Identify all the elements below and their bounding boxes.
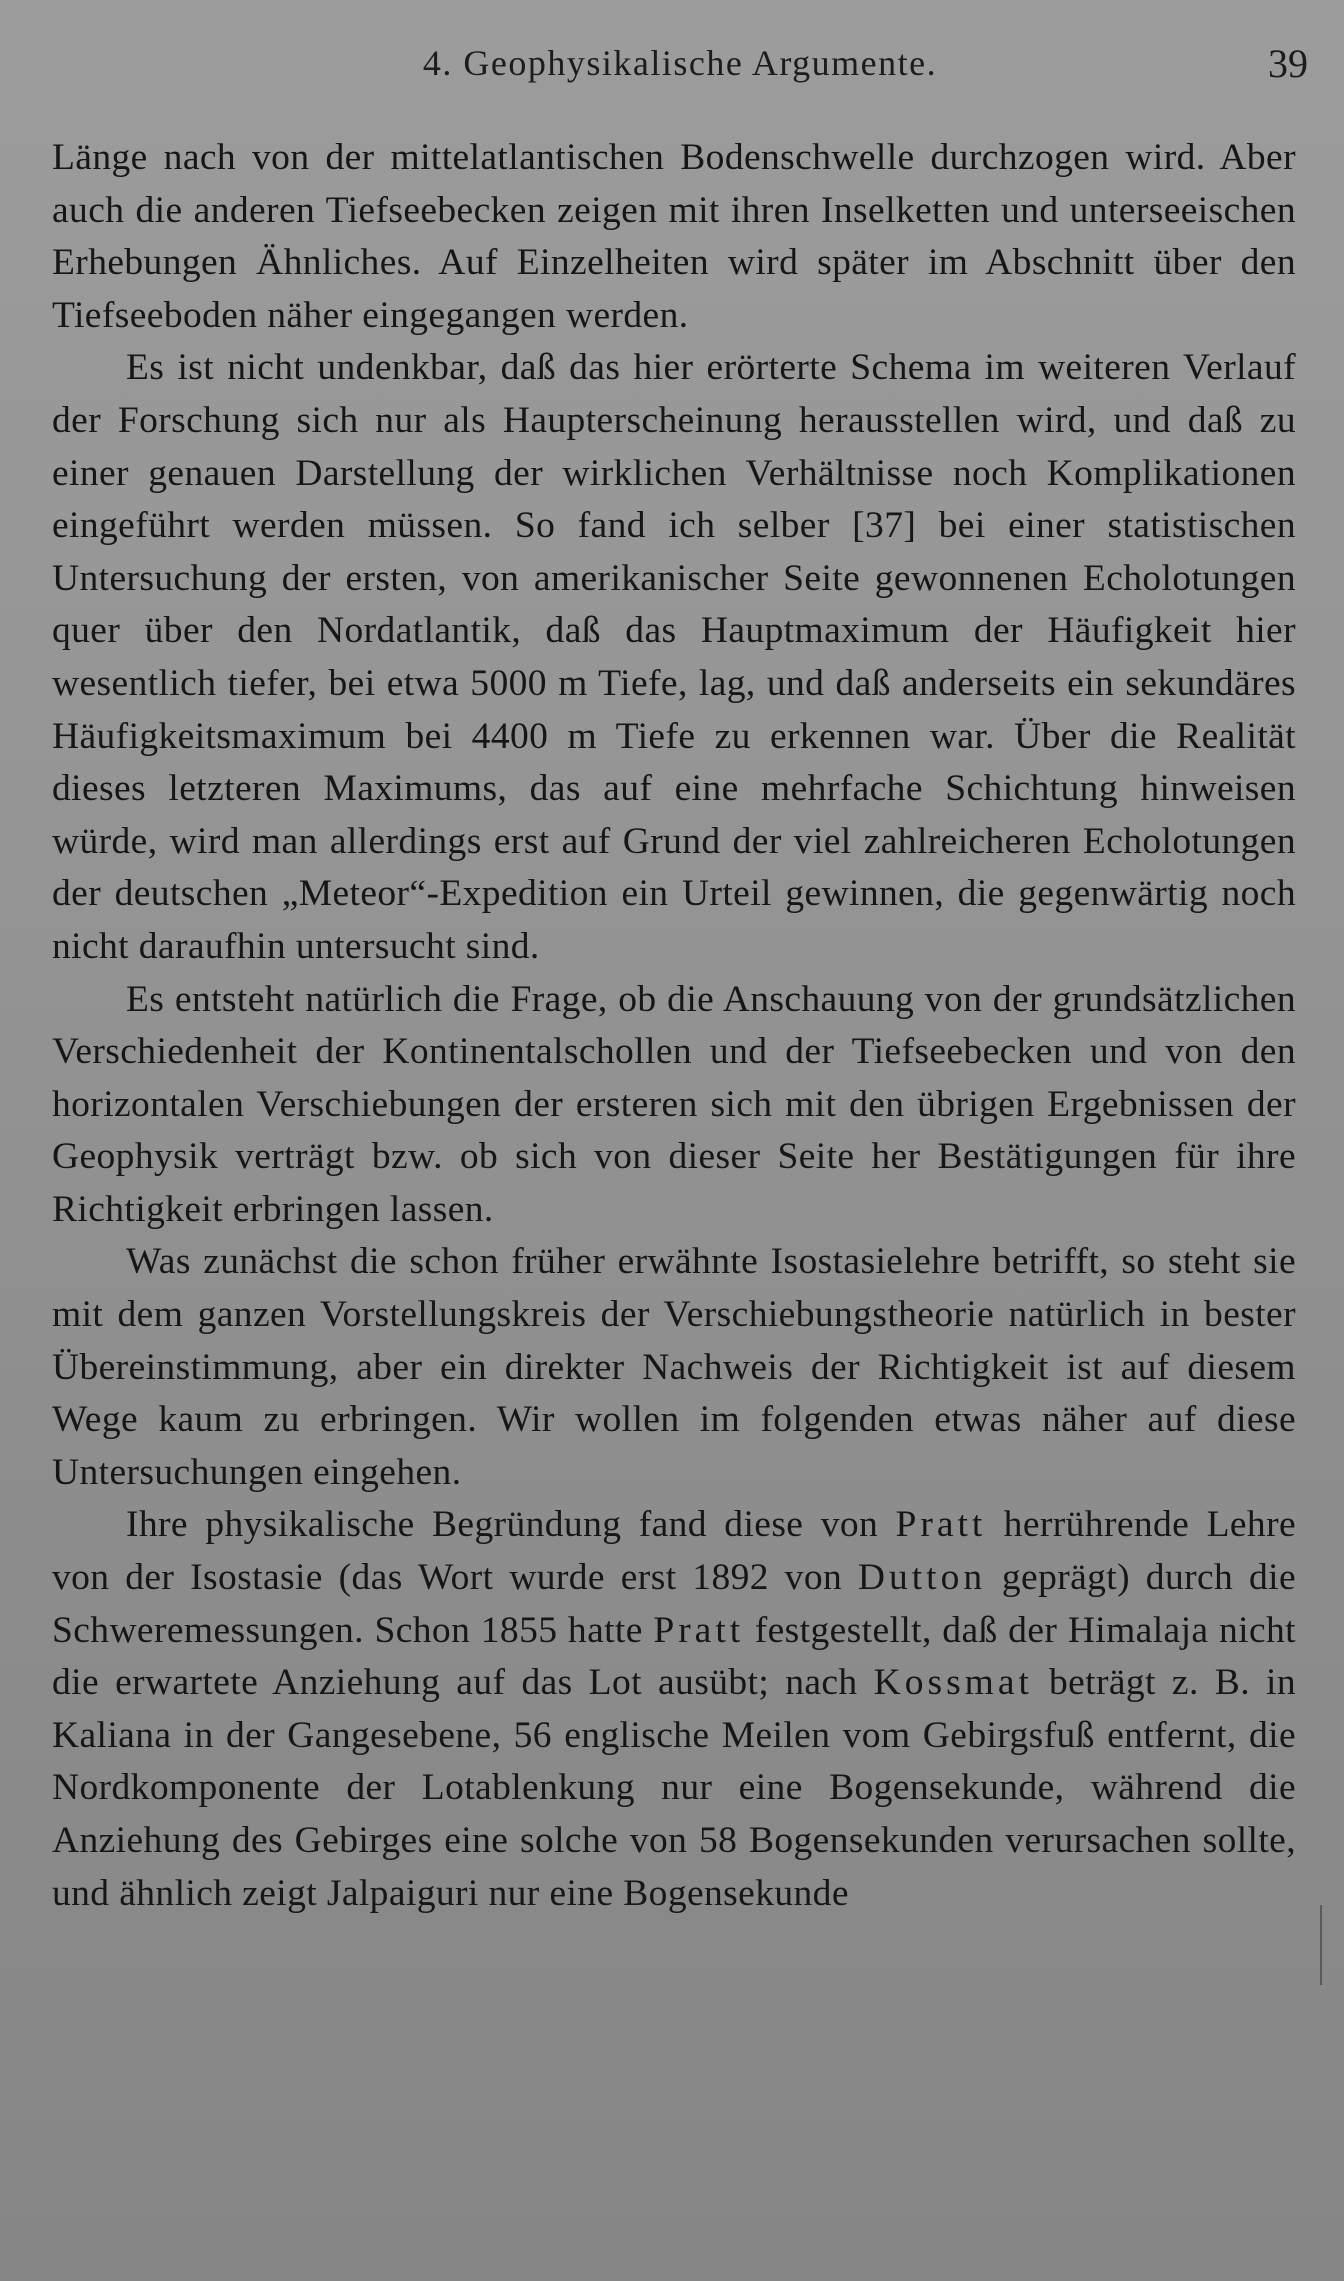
paragraph-5-text: festgestellt, daß der Himalaja nicht die erwartete Anziehung auf das Lot ausübt; nach (52, 1609, 1296, 1704)
paragraph-5-text: geprägt) durch die Schweremessungen. Schon 1855 hatte (52, 1557, 1296, 1651)
author-name-dutton: Dutton (857, 1557, 987, 1599)
paragraph-5 (52, 1499, 1296, 1920)
paragraph-4: Was zunächst die schon früher erwähnte Isostasielehre betrifft, so steht sie mit dem ganzen Vorstellungskreis der Verschiebungstheorie natürlich in bester Übereinstimmung, aber ein direkter Nachweis der Richtigkeit ist auf diesem Wege kaum zu erbringen. Wir wollen im folgenden etwas näher auf diese Untersuchungen eingehen. (52, 1241, 1296, 1493)
paragraph-2: Es ist nicht undenkbar, daß das hier erörterte Schema im weiteren Verlauf der Forschung sich nur als Haupterscheinung herausstellen wird, und daß zu einer genauen Darstellung der wirklichen Verhältnisse noch Komplikationen eingeführt werden müssen. So fand ich selber [37] bei einer statistischen Untersuchung der ersten, von amerikanischer Seite gewonnenen Echolotungen quer über den Nordatlantik, daß das Hauptmaximum der Häufigkeit hier wesentlich tiefer, bei etwa 5000 m Tiefe, lag, und daß anderseits ein sekundäres Häufigkeitsmaximum bei 4400 m Tiefe zu erkennen war. Über die Realität dieses letzteren Maximums, das auf eine mehrfache Schichtung hinweisen würde, wird man allerdings erst auf Grund der viel zahlreicheren Echolotungen der deutschen „Meteor“-Expedition ein Urteil gewinnen, die gegenwärtig noch nicht daraufhin untersucht sind. (52, 347, 1296, 967)
body-text (52, 132, 1296, 1920)
paragraph-5-text: beträgt z. B. in Kaliana in der Gangesebene, 56 englische Meilen vom Gebirgsfuß entfernt, die Nordkomponente der Lotablenkung nur eine Bogensekunde, während die Anziehung des Gebirges eine solche von 58 Bogensekunden verursachen sollte, und ähnlich zeigt Jalpaiguri nur eine Bogensekunde (52, 1662, 1296, 1914)
paragraph-3: Es entsteht natürlich die Frage, ob die Anschauung von der grundsätzlichen Verschiedenheit der Kontinentalschollen und der Tiefseebecken und von den horizontalen Verschiebungen der ersteren sich mit den übrigen Ergebnissen der Geophysik verträgt bzw. ob sich von dieser Seite her Bestätigungen für ihre Richtigkeit erbringen lassen. (52, 978, 1296, 1230)
paragraph-5-text: Ihre physikalische Begründung fand diese von (126, 1504, 896, 1546)
running-title: 4. Geophysikalische Argumente. (422, 43, 938, 83)
author-name-kossmat: Kossmat (873, 1662, 1033, 1704)
paragraph-5-text: herrührende Lehre von der Isostasie (das Wort wurde erst 1892 von (52, 1504, 1296, 1599)
author-name-pratt: Pratt (895, 1504, 987, 1546)
page-header (52, 36, 1308, 92)
author-name-pratt: Pratt (653, 1609, 745, 1651)
paragraph-1: Länge nach von der mittelatlantischen Bodenschwelle durchzogen wird. Aber auch die anderen Tiefseebecken zeigen mit ihren Inselketten und unterseeischen Erhebungen Ähnliches. Auf Einzelheiten wird später im Abschnitt über den Tiefseeboden näher eingegangen werden. (52, 137, 1296, 336)
page-number: 39 (1268, 41, 1308, 86)
margin-mark (1320, 1905, 1322, 1985)
